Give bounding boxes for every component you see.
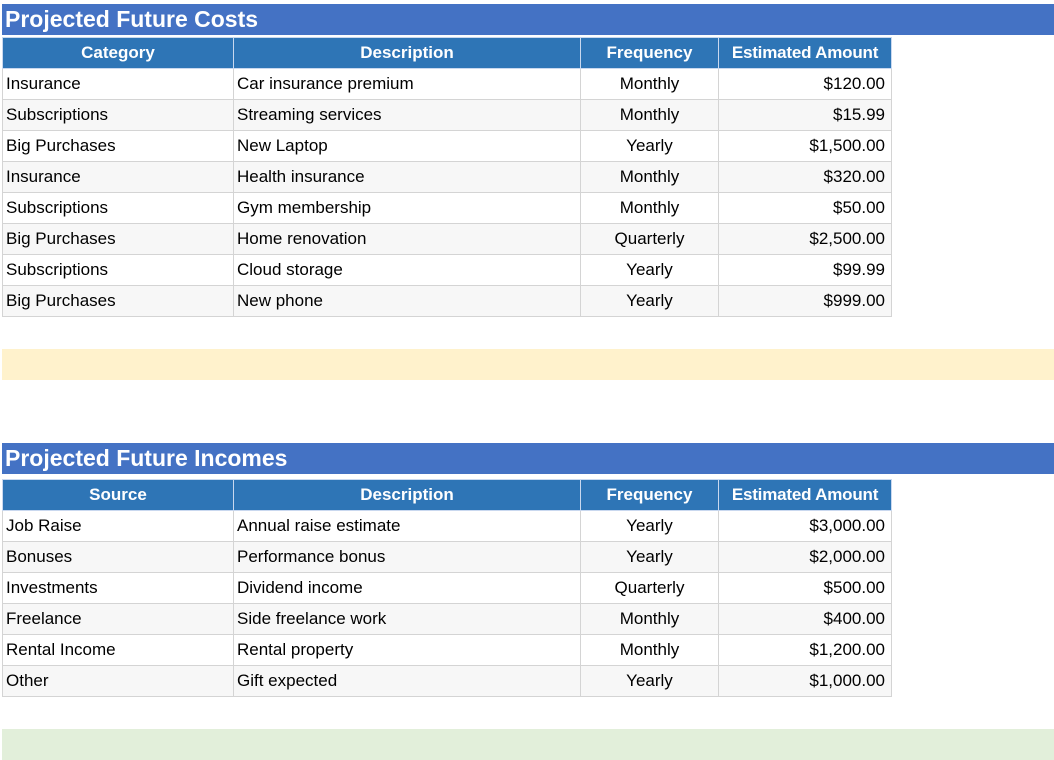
cell-category[interactable]: Insurance bbox=[3, 162, 234, 193]
cell-frequency[interactable]: Monthly bbox=[581, 635, 719, 666]
cell-frequency[interactable]: Monthly bbox=[581, 69, 719, 100]
cell-amount[interactable]: $50.00 bbox=[719, 193, 892, 224]
table-row bbox=[3, 69, 892, 100]
cell-category[interactable]: Subscriptions bbox=[3, 100, 234, 131]
cell-frequency[interactable]: Monthly bbox=[581, 100, 719, 131]
cell-amount[interactable]: $1,000.00 bbox=[719, 666, 892, 697]
incomes-table bbox=[2, 479, 892, 697]
table-row bbox=[3, 286, 892, 317]
cell-category[interactable]: Subscriptions bbox=[3, 255, 234, 286]
cell-description[interactable]: Health insurance bbox=[234, 162, 581, 193]
header-estimated-amount[interactable]: Estimated Amount bbox=[719, 38, 892, 69]
cell-description[interactable]: Dividend income bbox=[234, 573, 581, 604]
cell-frequency[interactable]: Yearly bbox=[581, 255, 719, 286]
cell-description[interactable]: Car insurance premium bbox=[234, 69, 581, 100]
cell-category[interactable]: Subscriptions bbox=[3, 193, 234, 224]
cell-frequency[interactable]: Yearly bbox=[581, 286, 719, 317]
cell-source[interactable]: Rental Income bbox=[3, 635, 234, 666]
cell-frequency[interactable]: Quarterly bbox=[581, 573, 719, 604]
cell-description[interactable]: Performance bonus bbox=[234, 542, 581, 573]
cell-amount[interactable]: $99.99 bbox=[719, 255, 892, 286]
table-row bbox=[3, 162, 892, 193]
table-row bbox=[3, 604, 892, 635]
table-row bbox=[3, 635, 892, 666]
header-frequency[interactable]: Frequency bbox=[581, 38, 719, 69]
cell-frequency[interactable]: Yearly bbox=[581, 542, 719, 573]
cell-amount[interactable]: $2,000.00 bbox=[719, 542, 892, 573]
cell-amount[interactable]: $999.00 bbox=[719, 286, 892, 317]
cell-category[interactable]: Big Purchases bbox=[3, 131, 234, 162]
table-row bbox=[3, 666, 892, 697]
cell-amount[interactable]: $1,500.00 bbox=[719, 131, 892, 162]
table-row bbox=[3, 100, 892, 131]
cell-description[interactable]: Annual raise estimate bbox=[234, 511, 581, 542]
incomes-header-row bbox=[3, 480, 892, 511]
header-estimated-amount[interactable]: Estimated Amount bbox=[719, 480, 892, 511]
cell-amount[interactable]: $500.00 bbox=[719, 573, 892, 604]
header-source[interactable]: Source bbox=[3, 480, 234, 511]
cell-description[interactable]: New Laptop bbox=[234, 131, 581, 162]
cell-frequency[interactable]: Yearly bbox=[581, 666, 719, 697]
cell-description[interactable]: New phone bbox=[234, 286, 581, 317]
incomes-section-title: Projected Future Incomes bbox=[2, 443, 1054, 474]
cell-description[interactable]: Gym membership bbox=[234, 193, 581, 224]
cell-category[interactable]: Big Purchases bbox=[3, 286, 234, 317]
cell-amount[interactable]: $3,000.00 bbox=[719, 511, 892, 542]
cell-description[interactable]: Side freelance work bbox=[234, 604, 581, 635]
cell-frequency[interactable]: Monthly bbox=[581, 162, 719, 193]
cell-amount[interactable]: $1,200.00 bbox=[719, 635, 892, 666]
cell-amount[interactable]: $400.00 bbox=[719, 604, 892, 635]
cell-source[interactable]: Job Raise bbox=[3, 511, 234, 542]
costs-header-row bbox=[3, 38, 892, 69]
costs-table bbox=[2, 37, 892, 317]
table-row bbox=[3, 573, 892, 604]
table-row bbox=[3, 193, 892, 224]
cell-source[interactable]: Investments bbox=[3, 573, 234, 604]
table-row bbox=[3, 255, 892, 286]
cell-frequency[interactable]: Quarterly bbox=[581, 224, 719, 255]
cell-description[interactable]: Rental property bbox=[234, 635, 581, 666]
header-description[interactable]: Description bbox=[234, 38, 581, 69]
cell-description[interactable]: Cloud storage bbox=[234, 255, 581, 286]
cell-amount[interactable]: $15.99 bbox=[719, 100, 892, 131]
header-description[interactable]: Description bbox=[234, 480, 581, 511]
cell-source[interactable]: Freelance bbox=[3, 604, 234, 635]
cell-frequency[interactable]: Yearly bbox=[581, 131, 719, 162]
cell-source[interactable]: Other bbox=[3, 666, 234, 697]
cell-amount[interactable]: $320.00 bbox=[719, 162, 892, 193]
cell-source[interactable]: Bonuses bbox=[3, 542, 234, 573]
cell-description[interactable]: Streaming services bbox=[234, 100, 581, 131]
cell-amount[interactable]: $120.00 bbox=[719, 69, 892, 100]
header-frequency[interactable]: Frequency bbox=[581, 480, 719, 511]
table-row bbox=[3, 131, 892, 162]
cell-frequency[interactable]: Monthly bbox=[581, 193, 719, 224]
cell-frequency[interactable]: Monthly bbox=[581, 604, 719, 635]
header-category[interactable]: Category bbox=[3, 38, 234, 69]
costs-section-title: Projected Future Costs bbox=[2, 4, 1054, 35]
cell-category[interactable]: Big Purchases bbox=[3, 224, 234, 255]
table-row bbox=[3, 511, 892, 542]
table-row bbox=[3, 542, 892, 573]
cell-description[interactable]: Gift expected bbox=[234, 666, 581, 697]
cell-frequency[interactable]: Yearly bbox=[581, 511, 719, 542]
costs-summary-band bbox=[2, 349, 1054, 380]
cell-description[interactable]: Home renovation bbox=[234, 224, 581, 255]
table-row bbox=[3, 224, 892, 255]
cell-category[interactable]: Insurance bbox=[3, 69, 234, 100]
incomes-summary-band bbox=[2, 729, 1054, 760]
cell-amount[interactable]: $2,500.00 bbox=[719, 224, 892, 255]
